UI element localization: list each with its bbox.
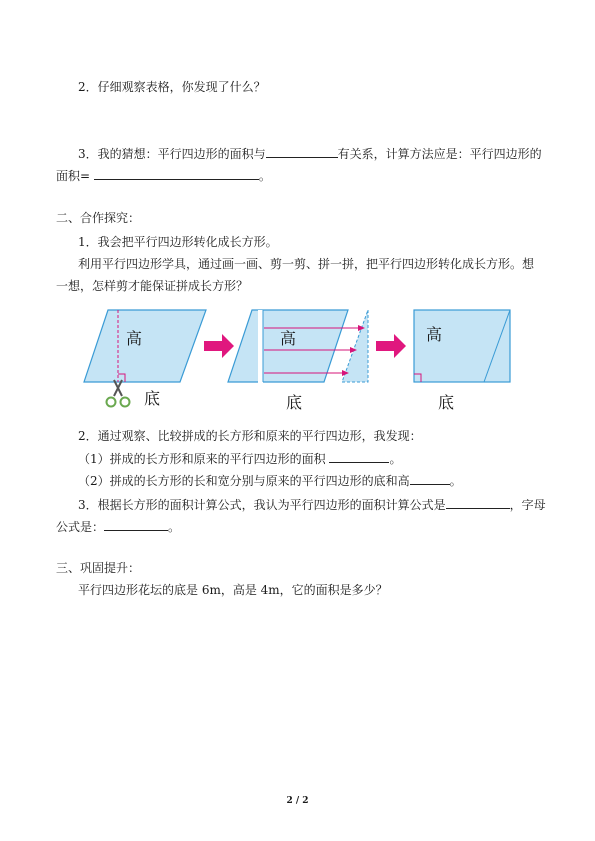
section-2-sub-2 (78, 472, 462, 489)
sub-1-text: （1）拼成的长方形和原来的平行四边形的面积 (78, 452, 326, 466)
section-2-paragraph-line2: 一想，怎样剪才能保证拼成长方形？ (56, 279, 249, 293)
transform-arrow-1 (204, 334, 234, 358)
section-2-item-1: 1．我会把平行四边形转化成长方形。 (78, 235, 278, 249)
label-height-2: 高 (280, 329, 297, 348)
parallelogram-transform-figure (80, 300, 520, 412)
scissors-icon (107, 380, 130, 407)
section-2-item-3-line2 (56, 518, 180, 535)
question-3-line2 (56, 167, 271, 184)
question-2 (78, 79, 266, 95)
moved-triangle-ghost (342, 310, 368, 382)
question-3-text-part1: 我的猜想：平行四边形的面积与 (97, 147, 266, 161)
label-height-1: 高 (126, 329, 143, 348)
answer-blank-area-relation[interactable] (329, 450, 389, 463)
question-2-text: 仔细观察表格，你发现了什么？ (97, 80, 266, 94)
section-2-sub-1 (78, 450, 401, 467)
letter-formula-suffix: 。 (168, 520, 181, 534)
section-3-problem: 平行四边形花坛的底是 6m，高是 4m，它的面积是多少？ (78, 583, 388, 597)
transform-arrow-2 (376, 334, 406, 358)
section-3-heading: 三、巩固提升： (56, 561, 141, 575)
label-base-2: 底 (286, 393, 303, 412)
question-2-number: 2． (78, 80, 98, 94)
question-3-line1 (78, 145, 542, 162)
page-number: 2 / 2 (286, 796, 309, 806)
section-2-paragraph-line1: 利用平行四边形学具，通过画一画、剪一剪、拼一拼，把平行四边形转化成长方形。想 (78, 257, 535, 271)
section-2-heading: 二、合作探究： (56, 211, 141, 225)
item-3-text: 3．根据长方形的面积计算公式，我认为平行四边形的面积计算公式是 (78, 498, 446, 512)
answer-blank-letter-formula[interactable] (104, 518, 168, 531)
sub-1-suffix: 。 (389, 452, 402, 466)
cut-gap (258, 310, 263, 383)
letter-formula-prefix: 公式是： (56, 520, 105, 534)
question-3-text-part2: 有关系，计算方法应是：平行四边形的 (337, 147, 542, 161)
answer-blank-factor[interactable] (266, 145, 338, 158)
answer-blank-area-formula[interactable] (94, 167, 259, 180)
question-3-area-prefix: 面积= (56, 169, 91, 183)
parallelogram-shape (84, 310, 206, 382)
sub-2-suffix: 。 (449, 474, 462, 488)
item-3-text-2: ，字母 (509, 498, 546, 512)
label-height-3: 高 (426, 325, 443, 344)
section-2-item-3 (78, 496, 546, 513)
label-base-1: 底 (144, 389, 161, 408)
label-base-3: 底 (438, 393, 455, 412)
sub-2-text: （2）拼成的长方形的长和宽分别与原来的平行四边形的底和高 (78, 474, 410, 488)
result-rectangle (414, 310, 510, 382)
question-3-number: 3． (78, 147, 98, 161)
question-3-area-suffix: 。 (258, 169, 271, 183)
answer-blank-dimension-relation[interactable] (410, 472, 450, 485)
section-2-item-2: 2．通过观察、比较拼成的长方形和原来的平行四边形，我发现： (78, 429, 422, 443)
answer-blank-area-formula-words[interactable] (446, 496, 510, 509)
